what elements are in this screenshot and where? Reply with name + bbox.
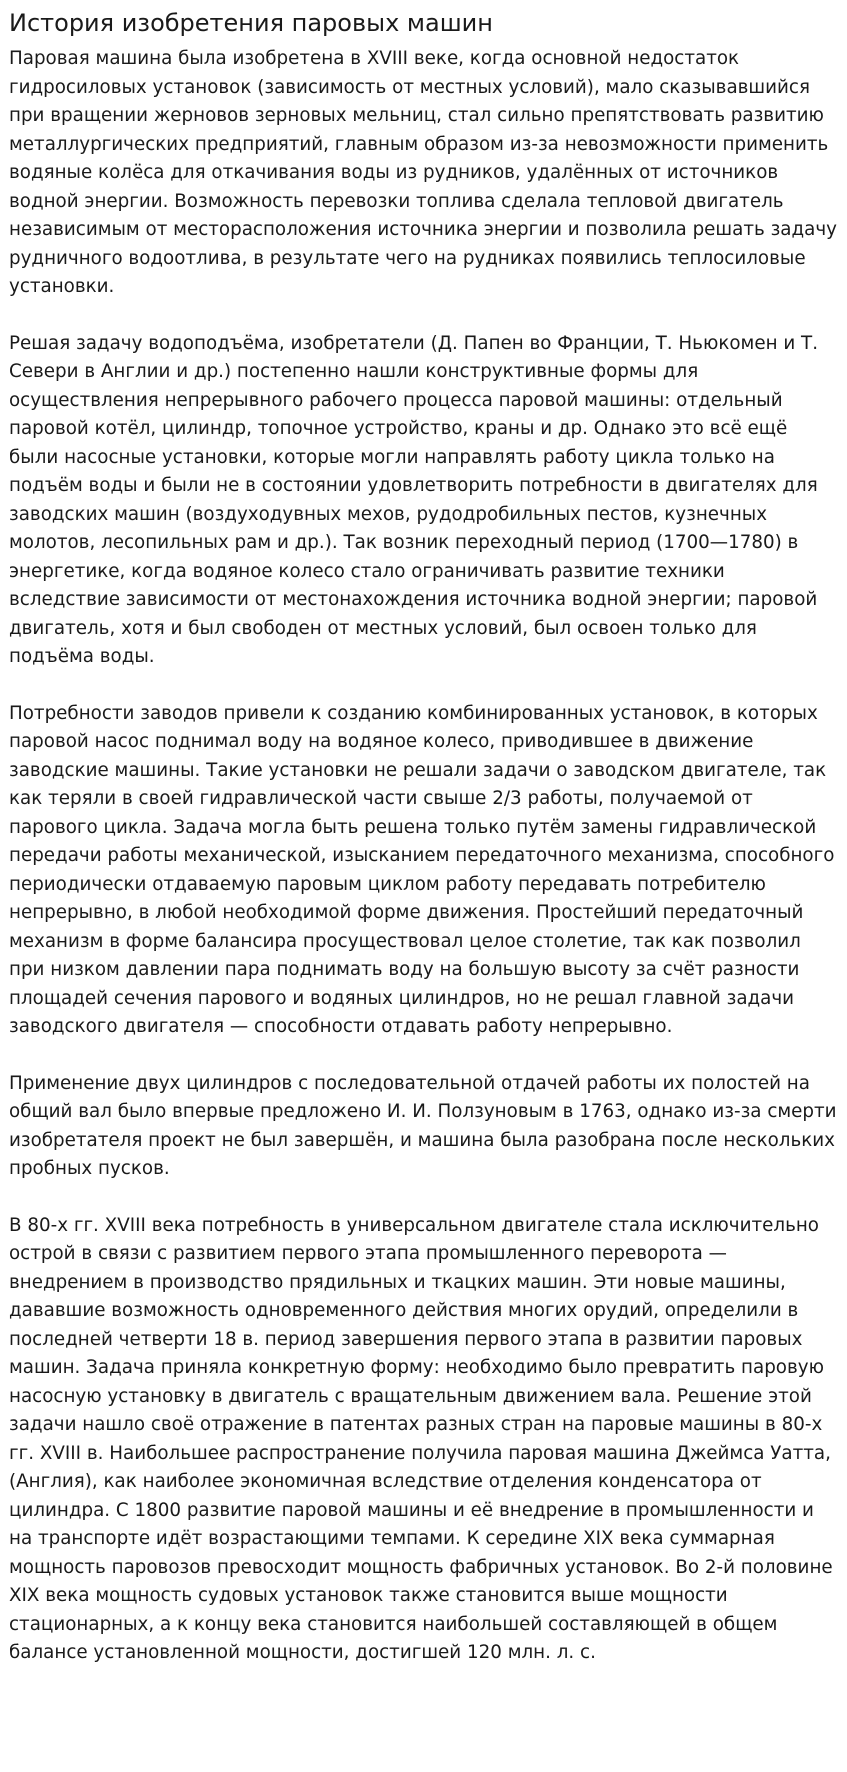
paragraph-4: Применение двух цилиндров с последовательной отдачей работы их полостей на общий вал было впервые предложено И. И. Ползуновым в 1763, однако из-за смерти изобретателя проект не был завершён, и машина была разобрана после нескольких пробных пусков.	[9, 1072, 837, 1179]
article-title: История изобретения паровых машин	[9, 9, 493, 37]
paragraph-3: Потребности заводов привели к созданию комбинированных установок, в которых паровой насос поднимал воду на водяное колесо, приводившее в движение заводские машины. Такие установки не решали задачи о заводском двигателе, так как теряли в своей гидравлической части свыше 2/3 работы, получаемой от парового цикла. Задача могла быть решена только путём замены гидравлической передачи работы механической, изысканием передаточного механизма, способного периодически отдаваемую паровым циклом работу передавать потребителю непрерывно, в любой необходимой форме движения. Простейший передаточный механизм в форме балансира просуществовал целое столетие, так как позволил при низком давлении пара поднимать воду на большую высоту за счёт разности площадей сечения парового и водяных цилиндров, но не решал главной задачи заводского двигателя — способности отдавать работу непрерывно.	[9, 702, 835, 1037]
paragraph-2: Решая задачу водоподъёма, изобретатели (Д. Папен во Франции, Т. Ньюкомен и Т. Севери в Англии и др.) постепенно нашли конструктивные формы для осуществления непрерывного рабочего процесса паровой машины: отдельный паровой котёл, цилиндр, топочное устройство, краны и др. Однако это всё ещё были насосные установки, которые могли направлять работу цикла только на подъём воды и были не в состоянии удовлетворить потребности в двигателях для заводских машин (воздуходувных мехов, рудодробильных пестов, кузнечных молотов, лесопильных рам и др.). Так возник переходный период (1700—1780) в энергетике, когда водяное колесо стало ограничивать развитие техники вследствие зависимости от местонахождения источника водной энергии; паровой двигатель, хотя и был свободен от местных условий, был освоен только для подъёма воды.	[9, 332, 819, 667]
paragraph-1: Паровая машина была изобретена в XVIII веке, когда основной недостаток гидросиловых установок (зависимость от местных условий), мало сказывавшийся при вращении жерновов зерновых мельниц, стал сильно препятствовать развитию металлургических предприятий, главным образом из-за невозможности применить водяные колёса для откачивания воды из рудников, удалённых от источников водной энергии. Возможность перевозки топлива сделала тепловой двигатель независимым от месторасположения источника энергии и позволила решать задачу рудничного водоотлива, в результате чего на рудниках появились теплосиловые установки.	[9, 48, 837, 297]
paragraph-5: В 80-х гг. XVIII века потребность в универсальном двигателе стала исключительно острой в связи с развитием первого этапа промышленного переворота — внедрением в производство прядильных и ткацких машин. Эти новые машины, дававшие возможность одновременного действия многих орудий, определили в последней четверти 18 в. период завершения первого этапа в развитии паровых машин. Задача приняла конкретную форму: необходимо было превратить паровую насосную установку в двигатель с вращательным движением вала. Решение этой задачи нашло своё отражение в патентах разных стран на паровые машины в 80-х гг. XVIII в. Наибольшее распространение получила паровая машина Джеймса Уатта, (Англия), как наиболее экономичная вследствие отделения конденсатора от цилиндра. С 1800 развитие паровой машины и её внедрение в промышленности и на транспорте идёт возрастающими темпами. К середине XIX века суммарная мощность паровозов превосходит мощность фабричных установок. Во 2-й половине XIX века мощность судовых установок также становится выше мощности стационарных, а к концу века становится наибольшей составляющей в общем балансе установленной мощности, достигшей 120 млн. л. с.	[9, 1214, 833, 1663]
